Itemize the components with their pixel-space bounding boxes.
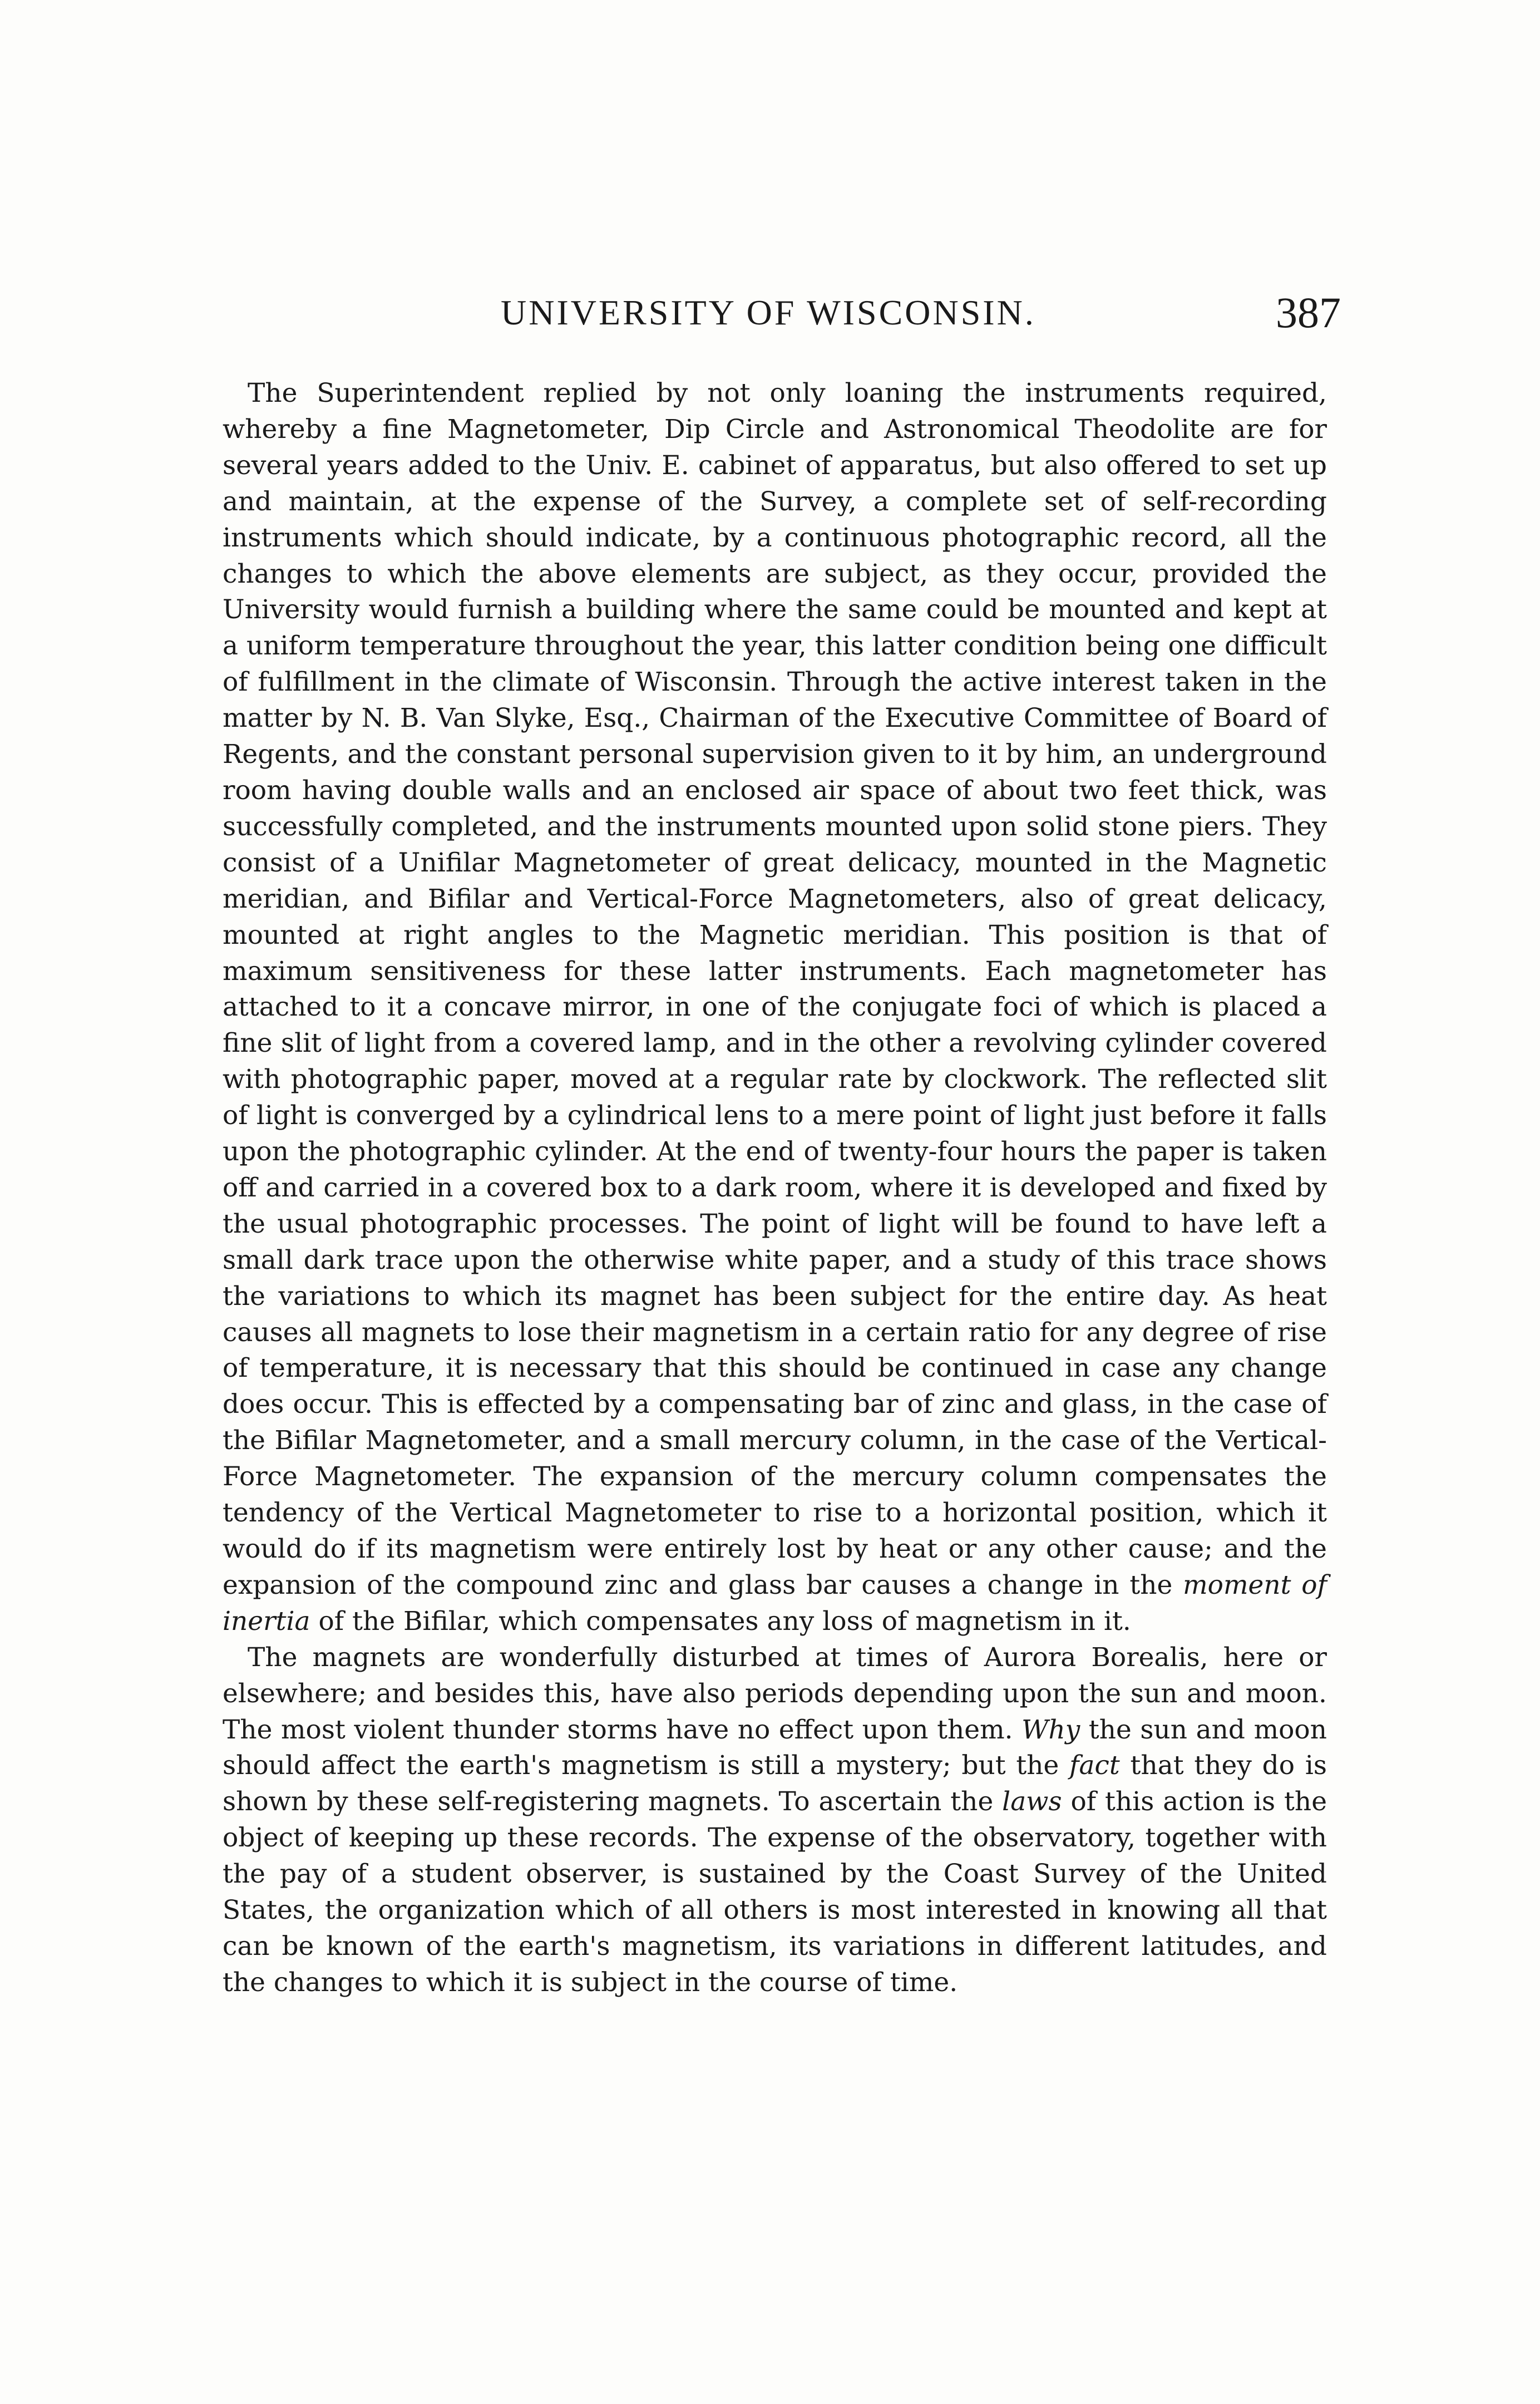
paragraph-text: of this action is the object of keeping up these records. The expense of the observatory, together with the pay of a student observer, is sustained by the Coast Survey of the United States, the organization which of all others is most interested in knowing all that can be known of the earth's magnetism, its variations in different latitudes, and the changes to which it is subject in the course of time. <box>223 1786 1327 1998</box>
page-number: 387 <box>1276 288 1341 337</box>
running-header <box>211 288 1341 342</box>
body-text <box>223 376 1327 2001</box>
italic-word: fact <box>1069 1750 1120 1781</box>
italic-word: laws <box>1002 1786 1062 1817</box>
italic-phrase: moment of inertia <box>223 1569 1327 1637</box>
paragraph-2 <box>223 1640 1327 2001</box>
italic-word: Why <box>1021 1714 1080 1745</box>
paragraph-text: the sun and moon should affect the earth's magnetism is still a mystery; but the <box>223 1714 1327 1781</box>
paragraph-text: The magnets are wonderfully disturbed at times of Aurora Borealis, here or elsewhere; and besides this, have also periods depending upon the sun and moon. The most violent thunder storms have no effect upon them. <box>223 1642 1327 1745</box>
paragraph-text: that they do is shown by these self-registering magnets. To ascertain the <box>223 1750 1327 1817</box>
paragraph-1 <box>223 376 1327 1640</box>
running-title: UNIVERSITY OF WISCONSIN. <box>501 293 1036 332</box>
paragraph-text: The Superintendent replied by not only loaning the instruments required, whereby a fine Magnetometer, Dip Circle and Astronomical Theodolite are for several years added to the Univ. E. cabinet of apparatus, but also offered to set up and maintain, at the expense of the Survey, a complete set of self-recording instruments which should indicate, by a continuous photographic record, all the changes to which the above elements are subject, as they occur, provided the University would furnish a building where the same could be mounted and kept at a uniform temperature throughout the year, this latter condition being one difficult of fulfillment in the climate of Wisconsin. Through the active interest taken in the matter by N. B. Van Slyke, Esq., Chairman of the Executive Committee of Board of Regents, and the constant personal supervision given to it by him, an underground room having double walls and an enclosed air space of about two feet thick, was successfully completed, and the instruments mounted upon solid stone piers. They consist of a Unifilar Magnetometer of great delicacy, mounted in the Magnetic meridian, and Bifilar and Vertical-Force Magnetometers, also of great delicacy, mounted at right angles to the Magnetic meridian. This position is that of maximum sensitiveness for these latter instruments. Each magnetometer has attached to it a concave mirror, in one of the conjugate foci of which is placed a fine slit of light from a covered lamp, and in the other a revolving cylinder covered with photographic paper, moved at a regular rate by clockwork. The reflected slit of light is converged by a cylindrical lens to a mere point of light just before it falls upon the photographic cylinder. At the end of twenty-four hours the paper is taken off and carried in a covered box to a dark room, where it is developed and fixed by the usual photographic processes. The point of light will be found to have left a small dark trace upon the otherwise white paper, and a study of this trace shows the variations to which its magnet has been subject for the entire day. As heat causes all magnets to lose their magnetism in a certain ratio for any degree of rise of temperature, it is necessary that this should be continued in case any change does occur. This is effected by a compensating bar of zinc and glass, in the case of the Bifilar Magnetometer, and a small mercury column, in the case of the Vertical-Force Magnetometer. The expansion of the mercury column compensates the tendency of the Vertical Magnetometer to rise to a horizontal position, which it would do if its magnetism were entirely lost by heat or any other cause; and the expansion of the compound zinc and glass bar causes a change in the <box>223 378 1327 1600</box>
paragraph-text: of the Bifilar, which compensates any loss of magnetism in it. <box>310 1605 1131 1637</box>
